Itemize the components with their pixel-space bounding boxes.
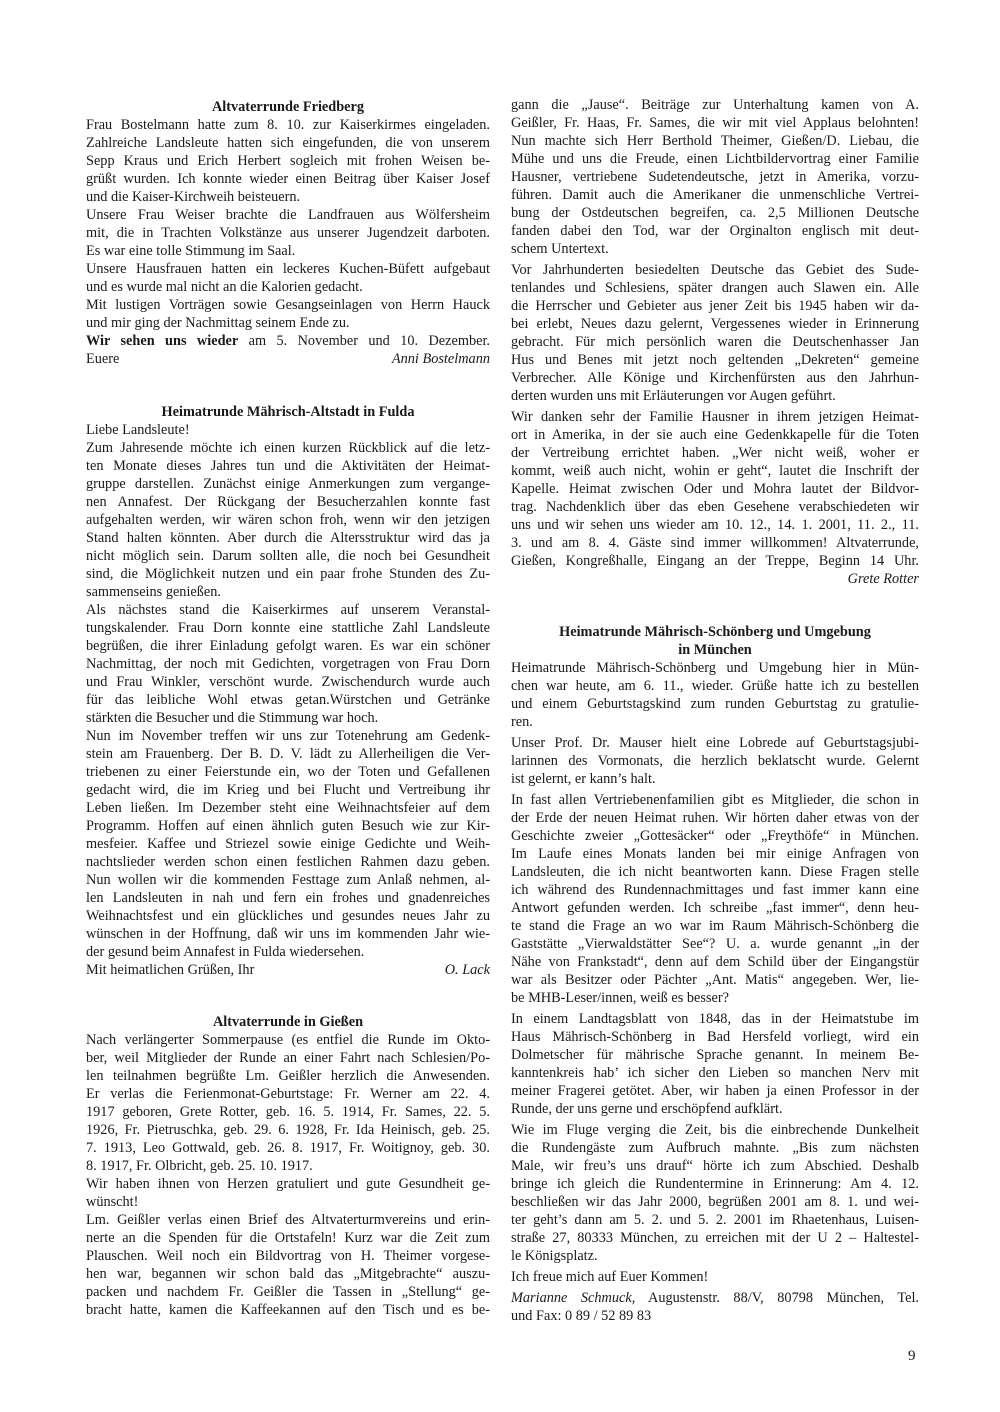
text-line: stärkten die Besucher und die Stimmung war hoch. [86, 710, 379, 726]
text-line: larinnen des Vormonats, die herzlich beklatscht wurde. Gelernt [511, 753, 919, 769]
text-line: derten wurden uns mit Erläuterungen vor Augen geführt. [511, 388, 836, 404]
text-line: Landsleuten, die ich nicht beantworten kann. Diese Fragen stelle [511, 864, 919, 880]
text-line: Im Laufe eines Monats landen bei mir einige Anfragen von [511, 846, 919, 862]
page-number: 9 [908, 1348, 916, 1364]
text-line: In einem Landtagsblatt von 1848, das in der Heimatstube im [511, 1011, 919, 1027]
paragraph [86, 421, 490, 439]
text-line: mit, die in Trachten Volkstänze aus unserer Jugendzeit darboten. [86, 225, 490, 241]
text-line: war als Besitzer oder Pächter „Ant. Matis“ angegeben. Wer, lie- [511, 972, 919, 988]
paragraph [86, 727, 490, 961]
text-line: die Rundengäste zum Aufbruch mahnte. „Bis zum nächsten [511, 1140, 919, 1156]
text-line: chen war heute, am 6. 11., wieder. Grüße hatte ich zu bestellen [511, 678, 919, 694]
paragraph [511, 1289, 919, 1325]
article-title: Heimatrunde Mährisch-Altstadt in Fulda [161, 404, 415, 420]
text-line: tenlandes und Schlesiens, später drangen auch Slawen ein. Alle [511, 280, 919, 296]
paragraph [86, 116, 490, 206]
text-line: die Herrscher und Gebieter aus jener Zeit bis 1945 haben wir da- [511, 298, 919, 314]
text-line: ber, weil Mitglieder der Runde an einer Fahrt nach Schlesien/Po- [86, 1050, 490, 1066]
text-line: bracht hatte, kamen die Kaffeekannen auf den Tisch und es be- [86, 1302, 490, 1318]
text-line: be MHB-Leser/innen, weiß es besser? [511, 990, 729, 1006]
text-line: gedacht wird, die im Krieg und bei Flucht und Vertreibung ihr [86, 782, 490, 798]
text-line: Liebe Landsleute! [86, 422, 190, 438]
author-signature: O. Lack [444, 962, 490, 978]
text-line: Frau Bostelmann hatte zum 8. 10. zur Kaiserkirmes eingeladen. [86, 117, 490, 133]
text-line: der Vertreibung errichtet haben. „Wer nicht weiß, woher er [511, 445, 919, 461]
text-line: ich während des Rundennachmittages und fast immer kann eine [511, 882, 919, 898]
paragraph [511, 1268, 919, 1286]
author-signature: Grete Rotter [847, 571, 919, 587]
paragraph [511, 1010, 919, 1118]
text-line: Als nächstes stand die Kaiserkirmes auf unserem Veranstal- [86, 602, 490, 618]
text-line: len teilnahmen begrüßte Lm. Geißler herzlich die Anwesenden. [86, 1068, 490, 1084]
text-line: nicht möglich sein. Darum sollten alle, die noch bei Gesundheit [86, 548, 490, 564]
signature-line [86, 350, 490, 368]
article-section [86, 1013, 490, 1319]
text-line: gann die „Jause“. Beiträge zur Unterhaltung kamen von A. [511, 97, 919, 113]
text-line: Hausner, vertriebene Sudetendeutsche, jetzt in Amerika, vorzu- [511, 169, 919, 185]
text-line: 8. 1917, Fr. Olbricht, geb. 25. 10. 1917. [86, 1158, 313, 1174]
text-line: Stand halten könnten. Aber durch die Altersstruktur wird das ja [86, 530, 490, 546]
text-line: kanntenkreis hab’ ich sicher den Lieben so manchen Nerv mit [511, 1065, 919, 1081]
text-line: ren. [511, 714, 533, 730]
text-line: bung der Ostdeutschen begreifen, ca. 2,5 Millionen Deutsche [511, 205, 919, 221]
signature-line [511, 570, 919, 588]
article-section [511, 623, 919, 1325]
text-line: Wir danken sehr der Familie Hausner in ihrem jetzigen Heimat- [511, 409, 919, 425]
paragraph [511, 791, 919, 1007]
text-line: gebracht. Für mich persönlich waren die Deutschenhasser Jan [511, 334, 919, 350]
paragraph [86, 206, 490, 260]
text-line: für das leibliche Wohl etwas getan.Würstchen und Getränke [86, 692, 490, 708]
text-line: ter geht’s dann am 5. 2. und 5. 2. 2001 im Rhaetenhaus, Luisen- [511, 1212, 919, 1228]
text-line: fanden dabei den Tod, war der Orginalton englisch mit deut- [511, 223, 919, 239]
text-line: und einem Geburtstagskind zum runden Geburtstag zu gratulie- [511, 696, 919, 712]
text-line: Es war eine tolle Stimmung im Saal. [86, 243, 296, 259]
text-line: Wir haben ihnen von Herzen gratuliert und gute Gesundheit ge- [86, 1176, 490, 1192]
text-line: Geißler, Fr. Haas, Fr. Sames, die wir mit viel Applaus belohnten! [511, 115, 919, 131]
text-line: ist gelernt, er kann’s halt. [511, 771, 656, 787]
paragraph [511, 734, 919, 788]
text-line: ten Monate dieses Jahres tun und die Aktivitäten der Heimat- [86, 458, 490, 474]
signature-line [86, 961, 490, 979]
text-line: Vor Jahrhunderten besiedelten Deutsche das Gebiet des Sude- [511, 262, 919, 278]
text-line: te stand die Frage an wo war im Raum Mährisch-Schönberg die [511, 918, 919, 934]
text-line: und die Kaiser-Kirchweih beisteuern. [86, 189, 301, 205]
text-line: Male, wir freu’s uns drauf“ hörte ich zum Abschied. Deshalb [511, 1158, 919, 1174]
text-line: packen und nachdem Fr. Geißler die Tassen in „Stellung“ ge- [86, 1284, 490, 1300]
paragraph [86, 1031, 490, 1175]
text-line: sammenseins genießen. [86, 584, 221, 600]
text-line: und Fax: 0 89 / 52 89 83 [511, 1308, 652, 1324]
text-line: Leben ließen. Im Dezember steht eine Weihnachtsfeier auf dem [86, 800, 490, 816]
paragraph [511, 96, 919, 258]
text-line: Er verlas die Ferienmonat-Geburtstage: Fr. Werner am 22. 4. [86, 1086, 490, 1102]
text-line: und Frau Winkler, verschönt wurde. Zwischendurch wurde auch [86, 674, 490, 690]
text-line: ort in Amerika, in der sie auch eine Gedenkkapelle für die Toten [511, 427, 919, 443]
text-line: Unsere Frau Weiser brachte die Landfrauen aus Wölfersheim [86, 207, 490, 223]
paragraph [86, 601, 490, 727]
text-line: Lm. Geißler verlas einen Brief des Altvaterturmvereins und erin- [86, 1212, 490, 1228]
text-line: meiner Fragerei getötet. Aber, wir haben ja einen Professor in der [511, 1083, 919, 1099]
text-line: Verbrecher. Alle Könige und Kirchenfürsten aus den Jahrhun- [511, 370, 919, 386]
text-line: Weihnachtsfest und ein glückliches und gesundes neues Jahr zu [86, 908, 490, 924]
paragraph [511, 408, 919, 588]
article-title: Altvaterrunde in Gießen [212, 1014, 364, 1030]
paragraph [86, 1175, 490, 1211]
text-line: Gießen, Kongreßhalle, Eingang an der Treppe, Beginn 14 Uhr. [511, 553, 919, 569]
text-line: Wie im Fluge verging die Zeit, bis die einbrechende Dunkelheit [511, 1122, 919, 1138]
text-line: Zum Jahresende möchte ich einen kurzen Rückblick auf die letz- [86, 440, 490, 456]
text-line: schem Untertext. [511, 241, 609, 257]
text-line: und mir ging der Nachmittag seinem Ende zu. [86, 315, 350, 331]
article-title: Altvaterrunde Friedberg [211, 99, 365, 115]
text-line: der gesund beim Annafest in Fulda wiedersehen. [86, 944, 365, 960]
text-line: Nach verlängerter Sommerpause (es entfiel die Runde im Okto- [86, 1032, 490, 1048]
text-line: mesfeier. Kaffee und Striezel sowie einige Gedichte und Weih- [86, 836, 490, 852]
text-line: aufgehalten werden, wir wären schon froh, wenn wir den jetzigen [86, 512, 490, 528]
text-line [86, 332, 490, 350]
paragraph [86, 332, 490, 368]
closing-text: Mit heimatlichen Grüßen, Ihr [86, 962, 255, 978]
text-line: Geschichte zweier „Gottesäcker“ oder „Freythöfe“ in München. [511, 828, 919, 844]
line-text: Augustenstr. 88/V, 80798 München, Tel. [635, 1290, 919, 1306]
paragraph [86, 961, 490, 979]
text-line: len Landsleuten in nah und fern ein frohes und gnadenreiches [86, 890, 490, 906]
paragraph [511, 261, 919, 405]
text-line: Kapelle. Heimat zwischen Oder und Mohra lautet der Bildvor- [511, 481, 919, 497]
text-line: Nun im November treffen wir uns zur Totenehrung am Gedenk- [86, 728, 490, 744]
text-line: sind, die Möglichkeit nutzen und ein paar frohe Stunden des Zu- [86, 566, 490, 582]
text-line: gruppe darstellen. Zunächst einige Anmerkungen zum vergange- [86, 476, 490, 492]
text-line: grüßt wurden. Ich konnte wieder einen Beitrag über Kaiser Josef [86, 171, 490, 187]
paragraph [86, 296, 490, 332]
text-line: Gaststätte „Vierwaldstätter See“? U. a. wurde genannt „in der [511, 936, 919, 952]
text-line: Nachmittag, der noch mit Gedichten, vorgetragen von Frau Dorn [86, 656, 490, 672]
text-line: nachtslieder werden schon einen festlichen Rahmen dazu geben. [86, 854, 490, 870]
closing-text: Euere [86, 351, 120, 367]
text-line: der Erde der neuen Heimat ruhen. Wir hörten daher etwas von der [511, 810, 919, 826]
text-line: 1917 geboren, Grete Rotter, geb. 16. 5. 1914, Fr. Sames, 22. 5. [86, 1104, 490, 1120]
article-section [86, 98, 490, 368]
article-section [86, 403, 490, 979]
text-line [511, 1289, 919, 1307]
text-line: Sepp Kraus und Erich Herbert sogleich mit frohen Weisen be- [86, 153, 490, 169]
text-line: Runde, der uns gerne und erschöpfend aufklärt. [511, 1101, 783, 1117]
author-name: Marianne Schmuck, [511, 1290, 636, 1306]
text-line: Ich freue mich auf Euer Kommen! [511, 1269, 709, 1285]
text-line: führen. Damit auch die Amerikaner die unmenschliche Vertrei- [511, 187, 919, 203]
text-line: Hus und Benes mit jetzt noch geltenden „Dekreten“ gemeine [511, 352, 919, 368]
text-line: wünscht! [86, 1194, 139, 1210]
text-line: Nun machte sich Herr Berthold Theimer, Gießen/D. Liebau, die [511, 133, 919, 149]
text-line: wünschen in der Hoffnung, daß wir uns im kommenden Jahr wie- [86, 926, 490, 942]
text-line: uns und wir sehen uns wieder am 10. 12., 14. 1. 2001, 11. 2., 11. [511, 517, 919, 533]
text-line: 7. 1913, Leo Gottwald, geb. 26. 8. 1917, Fr. Woitignoy, geb. 30. [86, 1140, 490, 1156]
text-line: hen war, begannen wir schon bald das „Mitgebrachte“ auszu- [86, 1266, 490, 1282]
text-line: 3. und am 8. 4. Gäste sind immer willkommen! Altvaterrunde, [511, 535, 919, 551]
text-line: Heimatrunde Mährisch-Schönberg und Umgebung hier in Mün- [511, 660, 919, 676]
text-line: begrüßen, die ihrer Einladung gefolgt waren. Es war ein schöner [86, 638, 490, 654]
paragraph [511, 1121, 919, 1265]
line-text: am 5. November und 10. Dezember. [238, 333, 490, 349]
text-line: nen Annafest. Der Rückgang der Besucherzahlen konnte fast [86, 494, 490, 510]
paragraph [86, 1211, 490, 1319]
text-line: Dolmetscher für mährische Sprache genannt. In meinem Be- [511, 1047, 919, 1063]
paragraph [86, 260, 490, 296]
text-line: tungskalender. Frau Dorn konnte eine stattliche Zahl Landsleute [86, 620, 490, 636]
paragraph [511, 659, 919, 731]
text-line: Antwort gefunden werden. Ich schreibe „fast immer“, denn heu- [511, 900, 919, 916]
text-line: und es wurde mal nicht an die Kalorien gedacht. [86, 279, 363, 295]
text-line: nerte an die Spenden für die Ortstafeln! Kurz war die Zeit zum [86, 1230, 490, 1246]
text-line: Plauschen. Weil noch ein Bildvortrag von H. Theimer vorgese- [86, 1248, 490, 1264]
text-line: Mit lustigen Vorträgen sowie Gesangseinlagen von Herrn Hauck [86, 297, 490, 313]
text-line: 1926, Fr. Pietruschka, geb. 29. 6. 1928, Fr. Ida Heinisch, geb. 25. [86, 1122, 490, 1138]
paragraph [86, 439, 490, 601]
text-line: Nun wollen wir die kommenden Festtage zum Anlaß nehmen, al- [86, 872, 490, 888]
text-line: bringe ich gleich die Rundentermine in Erinnerung: Am 4. 12. [511, 1176, 919, 1192]
article-section [511, 96, 919, 588]
text-line: stein am Frauenberg. Der B. D. V. lädt zu Allerheiligen die Ver- [86, 746, 490, 762]
text-line: trag. Nachdenklich über das eben Gesehene verabschiedeten wir [511, 499, 919, 515]
text-line: triebenen zu einer Feierstunde ein, wo der Toten und Gefallenen [86, 764, 490, 780]
text-line: Haus Mährisch-Schönberg in Bad Hersfeld vorliegt, wird ein [511, 1029, 919, 1045]
article-title: in München [678, 642, 752, 658]
text-line: Nähe von Frankstadt“, denn auf dem Schild über der Eingangstür [511, 954, 919, 970]
text-line: Zahlreiche Landsleute hatten sich eingefunden, die von unserem [86, 135, 490, 151]
text-line: le Königsplatz. [511, 1248, 598, 1264]
text-line: bei erlebt, Neues dazu gelernt, Vergessenes wieder in Erinnerung [511, 316, 919, 332]
text-line: straße 27, 80333 München, zu erreichen mit der U 2 – Haltestel- [511, 1230, 919, 1246]
text-line: Mühe und uns die Freude, einen Lichtbildervortrag einer Familie [511, 151, 919, 167]
author-signature: Anni Bostelmann [391, 351, 490, 367]
emphasis-text: Wir sehen uns wieder [86, 333, 239, 349]
text-line: Programm. Hoffen auf einen ähnlich guten Besuch wie zur Kir- [86, 818, 490, 834]
text-line: Unser Prof. Dr. Mauser hielt eine Lobrede auf Geburtstagsjubi- [511, 735, 919, 751]
text-line: In fast allen Vertriebenenfamilien gibt es Mitglieder, die schon in [511, 792, 919, 808]
text-line: beschließen wir das Jahr 2000, begrüßen 2001 am 8. 1. und wei- [511, 1194, 919, 1210]
text-line: kommt, weiß auch nicht, wohin er geht“, lautet die Inschrift der [511, 463, 919, 479]
text-line: Unsere Hausfrauen hatten ein leckeres Kuchen-Büfett aufgebaut [86, 261, 490, 277]
article-title: Heimatrunde Mährisch-Schönberg und Umgebung [559, 624, 871, 640]
